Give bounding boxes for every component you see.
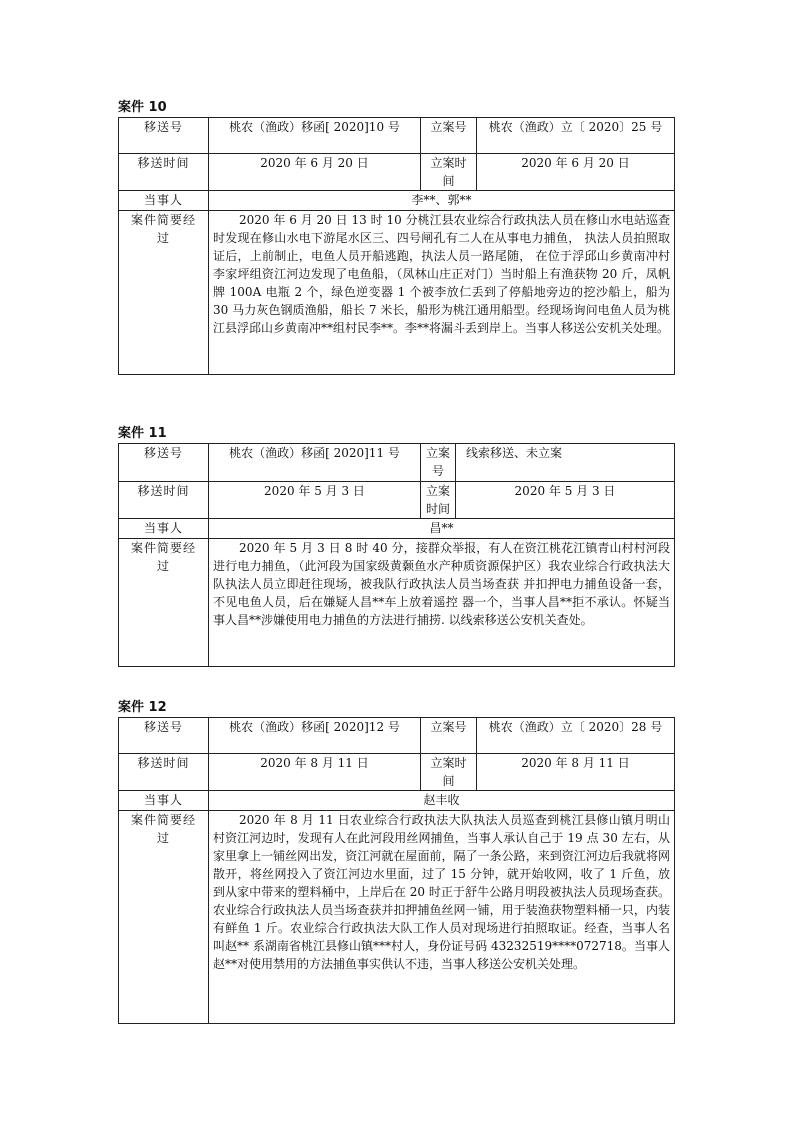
- summary-label-line2: 过: [156, 831, 170, 845]
- case-time-label-line1: 立案时: [430, 756, 467, 770]
- case-no-value: 桃农（渔政）立〔 2020〕28 号: [477, 718, 675, 754]
- case-time-label-line1: 立案: [425, 484, 450, 498]
- summary-label-line1: 案件简要经: [130, 813, 196, 827]
- case-no-label: 立案号: [421, 118, 477, 154]
- case-no-value: 桃农（渔政）立〔 2020〕25 号: [477, 118, 675, 154]
- case-table: [118, 717, 675, 1024]
- party-value: 赵丰收: [209, 791, 675, 811]
- transfer-time-label: 移送时间: [119, 482, 209, 519]
- case-title: 案件 12: [118, 700, 167, 715]
- case-no-label-line2: 号: [431, 464, 444, 478]
- transfer-no-value: 桃农（渔政）移函[ 2020]12 号: [209, 718, 421, 754]
- transfer-no-value: 桃农（渔政）移函[ 2020]10 号: [209, 118, 421, 154]
- case-no-label-line1: 立案: [425, 446, 450, 460]
- case-time-label-line2: 时间: [425, 502, 450, 516]
- party-value: 李**、郭**: [209, 191, 675, 211]
- summary-label-line2: 过: [156, 231, 170, 245]
- case-11: [118, 426, 674, 667]
- case-time-label-line2: 间: [442, 774, 455, 788]
- party-label: 当事人: [119, 791, 209, 811]
- transfer-time-value: 2020 年 5 月 3 日: [209, 482, 421, 519]
- transfer-time-label: 移送时间: [119, 754, 209, 791]
- case-title: 案件 10: [118, 100, 167, 115]
- summary-body: 2020 年 5 月 3 日 8 时 40 分，接群众举报，有人在资江桃花江镇青山村村河段进行电力捕鱼，（此河段为国家级黄颡鱼水产种质资源保护区）我农业综合行政执法大队执法人员立即赶往现场，被我队行政执法人员当场查获 并扣押电力捕鱼设备一套，不见电鱼人员，后在嫌疑人昌**车上放着遥控 器一个，当事人昌**拒不承认。怀疑当事人昌**涉嫌使用电力捕鱼的方法进行捕捞. 以线索移送公安机关查处。: [213, 541, 670, 627]
- summary-text: [209, 211, 675, 375]
- party-value: 昌**: [209, 519, 675, 539]
- transfer-no-value: 桃农（渔政）移函[ 2020]11 号: [209, 444, 421, 482]
- transfer-time-value: 2020 年 8 月 11 日: [209, 754, 421, 791]
- summary-label: [119, 211, 209, 375]
- case-no-label: 立案号: [421, 718, 477, 754]
- summary-text: [209, 811, 675, 1024]
- summary-label-line2: 过: [156, 559, 170, 573]
- case-12: [118, 700, 674, 1024]
- case-time-label: [421, 754, 477, 791]
- case-time-value: 2020 年 6 月 20 日: [477, 154, 675, 191]
- summary-label-line1: 案件简要经: [130, 213, 196, 227]
- case-time-label: [421, 482, 456, 519]
- case-time-label: [421, 154, 477, 191]
- case-no-label: [421, 444, 456, 482]
- case-time-label-line2: 间: [442, 174, 455, 188]
- summary-text: [209, 539, 675, 667]
- transfer-time-value: 2020 年 6 月 20 日: [209, 154, 421, 191]
- party-label: 当事人: [119, 191, 209, 211]
- summary-body: 2020 年 8 月 11 日农业综合行政执法大队执法人员巡查到桃江县修山镇月明山村资江河边时，发现有人在此河段用丝网捕鱼，当事人承认自己于 19 点 30 左右，从家里拿上一铺丝网出发，资江河就在屋面前，隔了一条公路，来到资江河边后我就将网散开，将丝网投入了资江河边水里面，过了 15 分钟，就开始收网，收了 1 斤鱼，放到从家中带来的塑料桶中，上岸后在 20 时正于舒牛公路月明段被执法人员现场查获。农业综合行政执法人员当场查获并扣押捕鱼丝网一铺，用于装渔获物塑料桶一只，内装有鲜鱼 1 斤。农业综合行政执法大队工作人员对现场进行拍照取证。经查，当事人名叫赵** 系湖南省桃江县修山镇***村人，身份证号码 43232519****072718。当事人赵**对使用禁用的方法捕鱼事实供认不违，当事人移送公安机关处理。: [213, 813, 670, 971]
- case-table: [118, 117, 675, 375]
- case-time-value: 2020 年 5 月 3 日: [456, 482, 675, 519]
- case-time-value: 2020 年 8 月 11 日: [477, 754, 675, 791]
- transfer-no-label: 移送号: [119, 444, 209, 482]
- case-time-label-line1: 立案时: [430, 156, 467, 170]
- case-no-value: 线索移送、未立案: [456, 444, 675, 482]
- summary-label-line1: 案件简要经: [130, 541, 196, 555]
- case-title: 案件 11: [118, 426, 167, 441]
- case-10: [118, 100, 674, 375]
- summary-label: [119, 811, 209, 1024]
- transfer-time-label: 移送时间: [119, 154, 209, 191]
- transfer-no-label: 移送号: [119, 118, 209, 154]
- transfer-no-label: 移送号: [119, 718, 209, 754]
- party-label: 当事人: [119, 519, 209, 539]
- summary-body: 2020 年 6 月 20 日 13 时 10 分桃江县农业综合行政执法人员在修山水电站巡查时发现在修山水电下游尾水区三、四号闸孔有二人在从事电力捕鱼， 执法人员拍照取证后，上前制止，电鱼人员开船逃跑，执法人员一路尾随， 在位于浮邱山乡黄南冲村李家坪组资江河边发现了电鱼船，（凤林山庄正对门）当时船上有渔获物 20 斤，凤帆牌 100A 电瓶 2 个，绿色逆变器 1 个被李放仁丢到了停船地旁边的挖沙船上，船为 30 马力灰色钢质渔船，船长 7 米长，船形为桃江通用船型。经现场询问电鱼人员为桃江县浮邱山乡黄南冲**组村民李**。李**将漏斗丢到岸上。当事人移送公安机关处理。: [213, 213, 670, 335]
- summary-label: [119, 539, 209, 667]
- case-table: [118, 443, 675, 667]
